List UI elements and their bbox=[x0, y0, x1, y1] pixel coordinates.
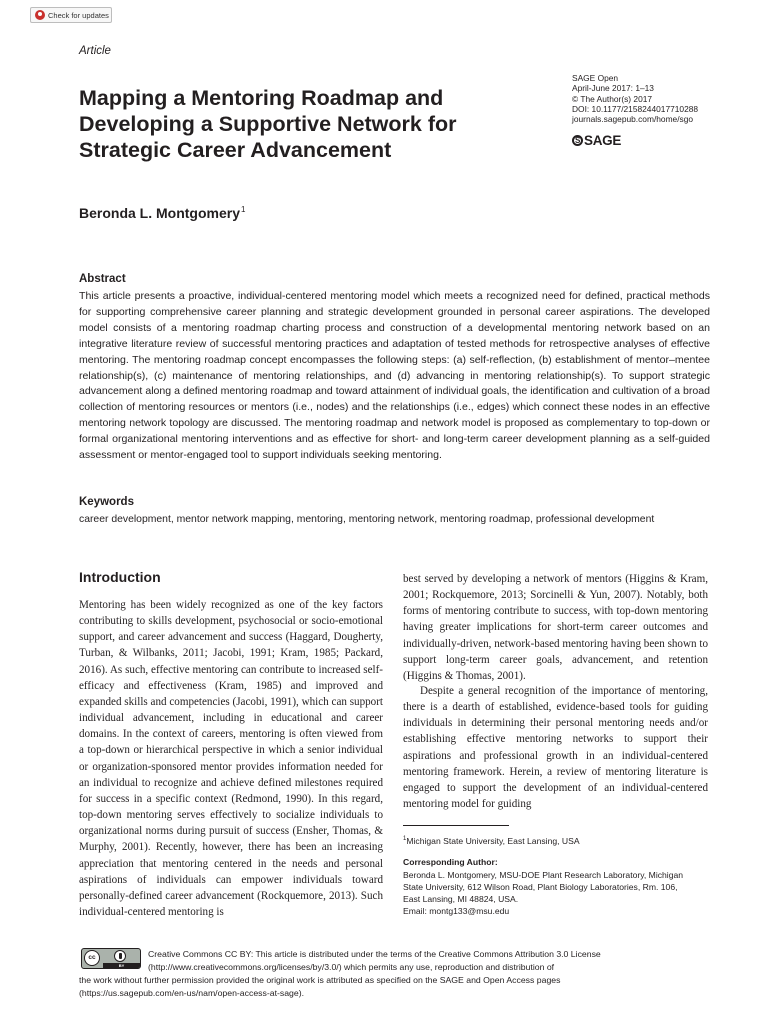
keywords-heading: Keywords bbox=[79, 496, 134, 508]
article-type-label: Article bbox=[79, 45, 111, 57]
affiliation-text: Michigan State University, East Lansing, USA bbox=[406, 836, 580, 846]
author-byline bbox=[79, 205, 245, 221]
journal-url[interactable]: journals.sagepub.com/home/sgo bbox=[572, 114, 694, 125]
journal-doi[interactable]: DOI: 10.1177/2158244017710288 bbox=[572, 103, 699, 114]
introduction-heading: Introduction bbox=[79, 569, 161, 585]
license-line: Creative Commons CC BY: This article is distributed under the terms of the Creative Commons Attribution 3.0 License bbox=[148, 949, 601, 959]
corresponding-line: Beronda L. Montgomery, MSU-DOE Plant Research Laboratory, Michigan bbox=[403, 870, 684, 880]
introduction-right-column-paragraph-2: Despite a general recognition of the importance of mentoring, there is a dearth of established, evidence-based tools for guiding individuals in determining their personal mentoring needs and/or establishing effective mentoring networks to support their aspirations and professional growth in an individual-centered mentoring framework. Herein, a review of mentoring literature is engaged to support the development of an individual-centered mentoring model for guiding bbox=[403, 685, 708, 811]
sage-logo bbox=[572, 133, 621, 148]
update-check-icon bbox=[35, 10, 45, 20]
affiliation-mark: 1 bbox=[403, 836, 407, 842]
cc-icon: cc bbox=[84, 950, 100, 966]
journal-info bbox=[572, 73, 698, 124]
check-for-updates-badge[interactable] bbox=[30, 7, 112, 23]
check-for-updates-label: Check for updates bbox=[48, 10, 109, 20]
license-text-top bbox=[148, 948, 601, 974]
sage-logo-text: SAGE bbox=[584, 133, 622, 148]
journal-name: SAGE Open bbox=[572, 73, 619, 83]
author-affiliation-mark: 1 bbox=[241, 205, 246, 214]
license-text-bottom bbox=[79, 974, 560, 1000]
corresponding-line: East Lansing, MI 48824, USA. bbox=[403, 894, 519, 905]
introduction-right-column-paragraph-1: best served by developing a network of mentors (Higgins & Kram, 2001; Rockquemore, 2013; Sorcinelli & Yun, 2007). Notably, both forms of mentoring contribute to success, with top-down mentoring having greater implications for short-term career outcomes and individually-driven, network-based mentoring having been shown to support long-term career goals, advancement, and retention (Higgins & Thomas, 2001). bbox=[403, 573, 708, 682]
keywords-text: career development, mentor network mapping, mentoring, mentoring network, mentoring roadmap, professional development bbox=[79, 514, 655, 525]
creative-commons-badge[interactable] bbox=[81, 948, 141, 969]
corresponding-author-heading: Corresponding Author: bbox=[403, 857, 498, 867]
license-line: the work without further permission provided the original work is attributed as specified on the SAGE and Open Access pages bbox=[79, 975, 561, 985]
by-label: BY bbox=[103, 963, 140, 968]
license-line: (https://us.sagepub.com/en-us/nam/open-access-at-sage). bbox=[79, 987, 305, 998]
introduction-left-column: Mentoring has been widely recognized as one of the key factors contributing to skills development, psychosocial or socio-emotional support, and career advancement and success (Haggard, Dougherty, Turban, & Wilbanks, 2011; Jacobi, 1991; Kram, 1985; Packard, 2016). As such, effective mentoring can contribute to increased self-efficacy and effectiveness (Kram, 1985) and improved and expanded skills and competencies (Jacobi, 1991), which can support individual advancement, including in educational and career domains. In the context of careers, mentoring is often viewed from a top-down or hierarchical perspective in which a senior individual or organization-sponsored mentor provides information needed for an individual to recognize and achieve defined milestones required for success in a specific context (Redmond, 1990). In this regard, top-down mentoring serves effectively to socialize individuals to organizational norms during pursuit of success (Ensher, Thomas, & Murphy, 2001). Recently, however, there has been an increasing appreciation that mentoring centered in the needs and personal aspirations of individuals can empower individuals toward personally-defined career advancement (Rockquemore, 2013). Such individual-centered mentoring is bbox=[79, 599, 383, 918]
footnote-divider bbox=[403, 825, 509, 826]
abstract-text: This article presents a proactive, individual-centered mentoring model which meets a recognized need for defined, practical methods for supporting comprehensive career planning and strategic development grounded in personal career aspirations. The developed model consists of a mentoring roadmap charting process and construction of a developmental mentoring network based on an integrative literature review of successful mentoring practices and adaptation of tested methods for retrospective analyses of effective mentoring. The mentoring roadmap concept encompasses the following steps: (a) self-reflection, (b) establishment of mentor–mentee relationship(s), (c) maintenance of mentoring relationships, and (d) advancing in mentoring relationship(s). To support strategic advancement along a defined mentoring roadmap and toward attainment of individual goals, the identification and cultivation of a broad collection of mentoring resources or mentors (i.e., nodes) and the relationships (i.e., edges) which connect these nodes in an effective mentoring network topology are discussed. The mentoring roadmap and network model is proposed as complementary to top-down or formal organizational mentoring interventions and as effective for short- and long-term career development planning as a self-guided assessment or mentor-engaged tool to support individuals seeking mentoring. bbox=[79, 290, 710, 462]
sage-logo-icon: S bbox=[572, 135, 583, 146]
journal-copyright: © The Author(s) 2017 bbox=[572, 93, 653, 104]
journal-issue: April-June 2017: 1–13 bbox=[572, 83, 654, 94]
corresponding-line: State University, 612 Wilson Road, Plant Biology Laboratories, Rm. 106, bbox=[403, 882, 678, 893]
license-line: (http://www.creativecommons.org/licenses/by/3.0/) which permits any use, reproduction and distribution of bbox=[148, 961, 555, 972]
author-affiliation bbox=[403, 836, 580, 846]
attribution-person-icon bbox=[114, 950, 126, 962]
corresponding-email[interactable]: Email: montg133@msu.edu bbox=[403, 906, 510, 917]
article-title: Mapping a Mentoring Roadmap and Developing a Supportive Network for Strategic Career Advancement bbox=[79, 86, 457, 162]
corresponding-author-details bbox=[403, 869, 713, 917]
author-name: Beronda L. Montgomery bbox=[79, 205, 241, 221]
abstract-heading: Abstract bbox=[79, 273, 126, 285]
